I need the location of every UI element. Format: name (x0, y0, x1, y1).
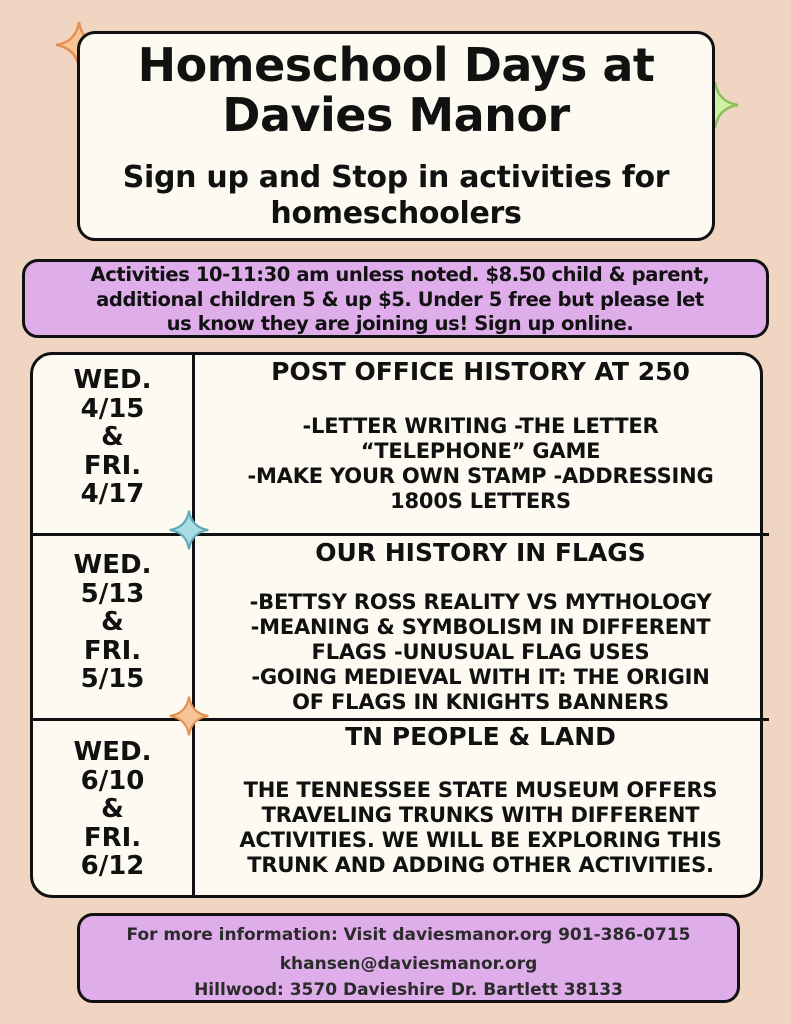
contact-website-phone: For more information: Visit daviesmanor.org 901-386-0715 (126, 925, 691, 945)
session-event (195, 722, 766, 878)
session-description (195, 414, 766, 514)
date-line: 6/12 (80, 851, 145, 881)
date-line: FRI. (83, 822, 142, 853)
sparkle-star-icon (168, 509, 210, 551)
date-line: WED. (73, 737, 152, 767)
info-line: Activities 10-11:30 am unless noted. $8.50 child & parent, (90, 263, 710, 286)
session-title: TN PEOPLE & LAND (345, 722, 616, 751)
subtitle-line: Sign up and Stop in activities for (122, 160, 670, 195)
description-line: TRUNK AND ADDING OTHER ACTIVITIES. (247, 853, 714, 877)
schedule-table (30, 352, 763, 898)
session-date (33, 551, 192, 694)
title-panel (77, 31, 715, 241)
subtitle-line: homeschoolers (270, 196, 522, 231)
description-line: ACTIVITIES. WE WILL BE EXPLORING THIS (239, 828, 722, 852)
contact-address: Hillwood: 3570 Davieshire Dr. Bartlett 38133 (194, 980, 623, 1000)
date-line: WED. (73, 550, 152, 580)
date-line: & (101, 607, 124, 637)
description-line: -MAKE YOUR OWN STAMP -ADDRESSING (247, 464, 714, 488)
description-line: 1800S LETTERS (390, 489, 571, 513)
date-line: 6/10 (80, 765, 145, 796)
date-line: 4/15 (80, 393, 145, 424)
page-subtitle (80, 160, 712, 232)
date-line: FRI. (83, 635, 142, 666)
row-divider (33, 533, 769, 536)
session-title: POST OFFICE HISTORY AT 250 (271, 357, 690, 386)
date-line: & (101, 422, 124, 452)
description-line: FLAGS -UNUSUAL FLAG USES (311, 640, 650, 664)
contact-panel (77, 913, 740, 1003)
session-date (33, 738, 192, 881)
pricing-info-panel (22, 259, 769, 338)
title-line: Davies Manor (222, 88, 570, 142)
date-line: 5/13 (80, 578, 145, 609)
date-line: FRI. (83, 450, 142, 481)
session-event (195, 357, 766, 514)
row-divider (33, 718, 769, 721)
session-date (33, 366, 192, 509)
info-line: us know they are joining us! Sign up online. (166, 312, 634, 335)
title-line: Homeschool Days at (137, 38, 655, 92)
session-event (195, 538, 766, 715)
session-title: OUR HISTORY IN FLAGS (315, 538, 646, 567)
contact-email: khansen@daviesmanor.org (279, 954, 538, 974)
description-line: “TELEPHONE” GAME (360, 439, 601, 463)
session-description (195, 590, 766, 715)
description-line: TRAVELING TRUNKS WITH DIFFERENT (261, 803, 700, 827)
pricing-info-text (25, 263, 775, 337)
session-description (195, 778, 766, 878)
description-line: -GOING MEDIEVAL WITH IT: THE ORIGIN (251, 665, 710, 689)
date-line: 5/15 (80, 664, 145, 694)
page-title (80, 40, 712, 140)
description-line: -LETTER WRITING -THE LETTER (302, 414, 659, 438)
description-line: -BETTSY ROSS REALITY VS MYTHOLOGY (249, 590, 712, 614)
date-line: & (101, 794, 124, 824)
date-line: WED. (73, 365, 152, 395)
description-line: -MEANING & SYMBOLISM IN DIFFERENT (250, 615, 711, 639)
description-line: THE TENNESSEE STATE MUSEUM OFFERS (243, 778, 718, 802)
sparkle-star-icon (168, 695, 210, 737)
description-line: OF FLAGS IN KNIGHTS BANNERS (292, 690, 669, 714)
date-line: 4/17 (80, 479, 145, 509)
info-line: additional children 5 & up $5. Under 5 free but please let (96, 287, 704, 311)
